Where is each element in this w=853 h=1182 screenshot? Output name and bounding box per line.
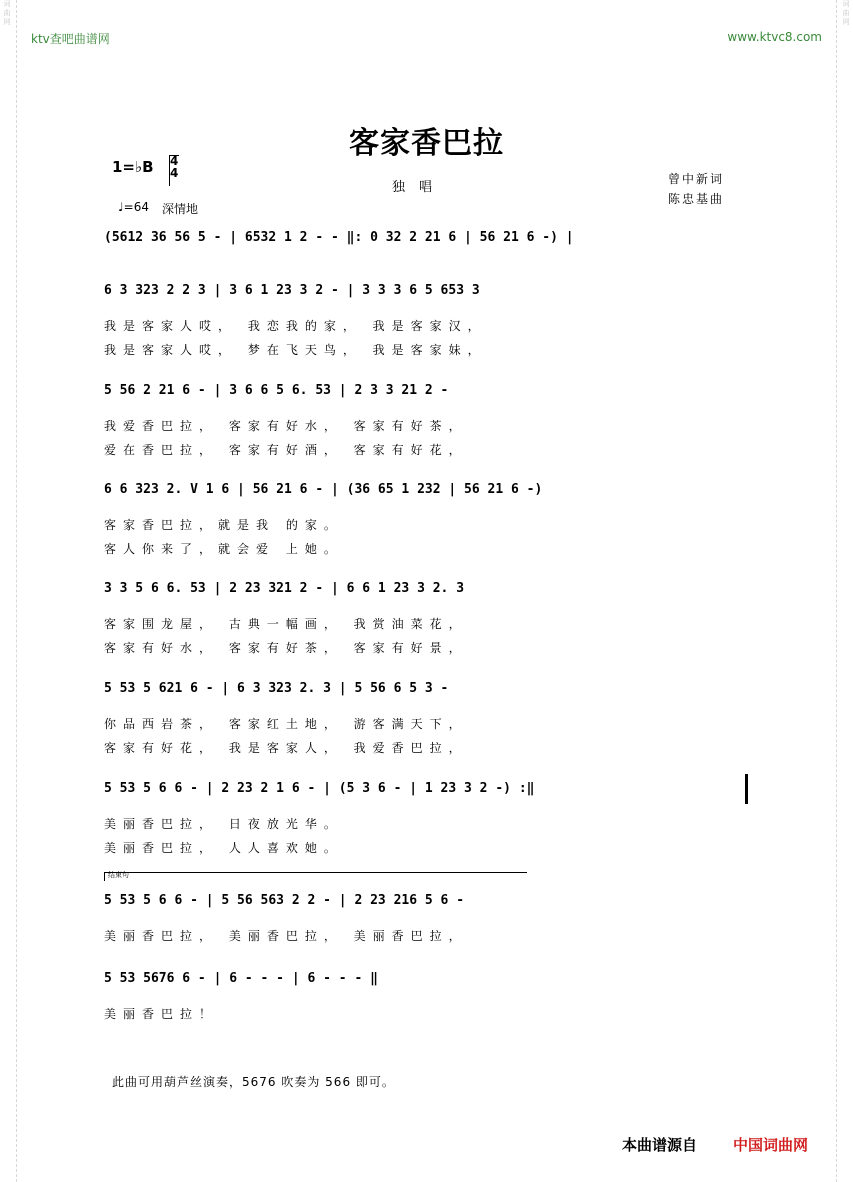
tempo-marking: ♩=64 [118,200,149,214]
lyric-line: 我爱香巴拉， 客家有好水， 客家有好茶， [104,419,468,433]
score-system-9: 5 53 5676 6 - | 6 - - - | 6 - - - ‖ [104,971,378,986]
score-system-5: 3 3 5 6 6. 53 | 2 23 321 2 - | 6 6 1 23 3 2. 3 [104,581,465,596]
source-label: 本曲谱源自 [622,1136,698,1154]
lyric-line: 爱在香巴拉， 客家有好酒， 客家有好花， [104,443,468,457]
time-top: 4 [170,154,179,168]
lyric-line: 美丽香巴拉， 人人喜欢她。 [104,841,343,855]
score-system-6: 5 53 5 621 6 - | 6 3 323 2. 3 | 5 56 6 5 3 - [104,681,449,696]
score-system-1: (5612 36 56 5 - | 6532 1 2 - - ‖: 0 32 2 21 6 | 56 21 6 -) | [104,230,574,245]
lyric-line: 客家有好花， 我是客家人， 我爱香巴拉， [104,741,468,755]
repeat-end-barline [745,774,748,804]
right-edge-line [836,0,837,1182]
time-bottom: 4 [170,166,179,180]
lyric-line: 我是客家人哎， 我恋我的家， 我是客家汉， [104,319,487,333]
left-edge-line [16,0,17,1182]
lyric-line: 客家香巴拉，就是我 的家。 [104,518,343,532]
source-site: 中国词曲网 [733,1136,809,1154]
lyric-line: 客人你来了，就会爱 上她。 [104,542,343,556]
time-signature [170,155,178,179]
performance-note: 此曲可用葫芦丝演奏，5676 吹奏为 566 即可。 [112,1075,395,1089]
composer-credit: 陈忠基曲 [668,192,725,206]
score-system-4: 6 6 323 2. V 1 6 | 56 21 6 - | (36 65 1 232 | 56 21 6 -) [104,482,543,497]
lyric-line: 美丽香巴拉， 美丽香巴拉， 美丽香巴拉， [104,929,468,943]
lyric-line: 客家有好水， 客家有好茶， 客家有好景， [104,641,468,655]
score-system-7: 5 53 5 6 6 - | 2 23 2 1 6 - | (5 3 6 - | 1 23 3 2 -) :‖ [104,781,535,796]
lyricist-credit: 曾中新词 [668,172,725,186]
coda-bracket [104,872,527,881]
score-system-8: 5 53 5 6 6 - | 5 56 563 2 2 - | 2 23 216 5 6 - [104,893,465,908]
key-signature: 1=♭B [112,158,154,176]
coda-label: 结束句 [108,871,129,879]
expression-marking: 深情地 [162,202,199,216]
lyric-line: 美丽香巴拉， 日夜放光华。 [104,817,343,831]
right-watermark: 词 曲 网 [842,0,850,26]
lyric-line: 我是客家人哎， 梦在飞天鸟， 我是客家妹， [104,343,487,357]
lyric-line: 客家围龙屋， 古典一幅画， 我赏油菜花， [104,617,468,631]
score-system-3: 5 56 2 21 6 - | 3 6 6 5 6. 53 | 2 3 3 21 2 - [104,383,449,398]
song-title: 客家香巴拉 [349,126,504,161]
score-system-2: 6 3 323 2 2 3 | 3 6 1 23 3 2 - | 3 3 3 6 5 653 3 [104,283,480,298]
left-site-watermark: ktv查吧曲谱网 [31,32,110,46]
left-watermark: 词 曲 网 [3,0,11,26]
right-site-watermark: www.ktvc8.com [727,30,822,44]
performance-mode: 独唱 [392,180,447,195]
lyric-line: 美丽香巴拉！ [104,1007,219,1021]
lyric-line: 你品西岩茶， 客家红土地， 游客满天下， [104,717,468,731]
